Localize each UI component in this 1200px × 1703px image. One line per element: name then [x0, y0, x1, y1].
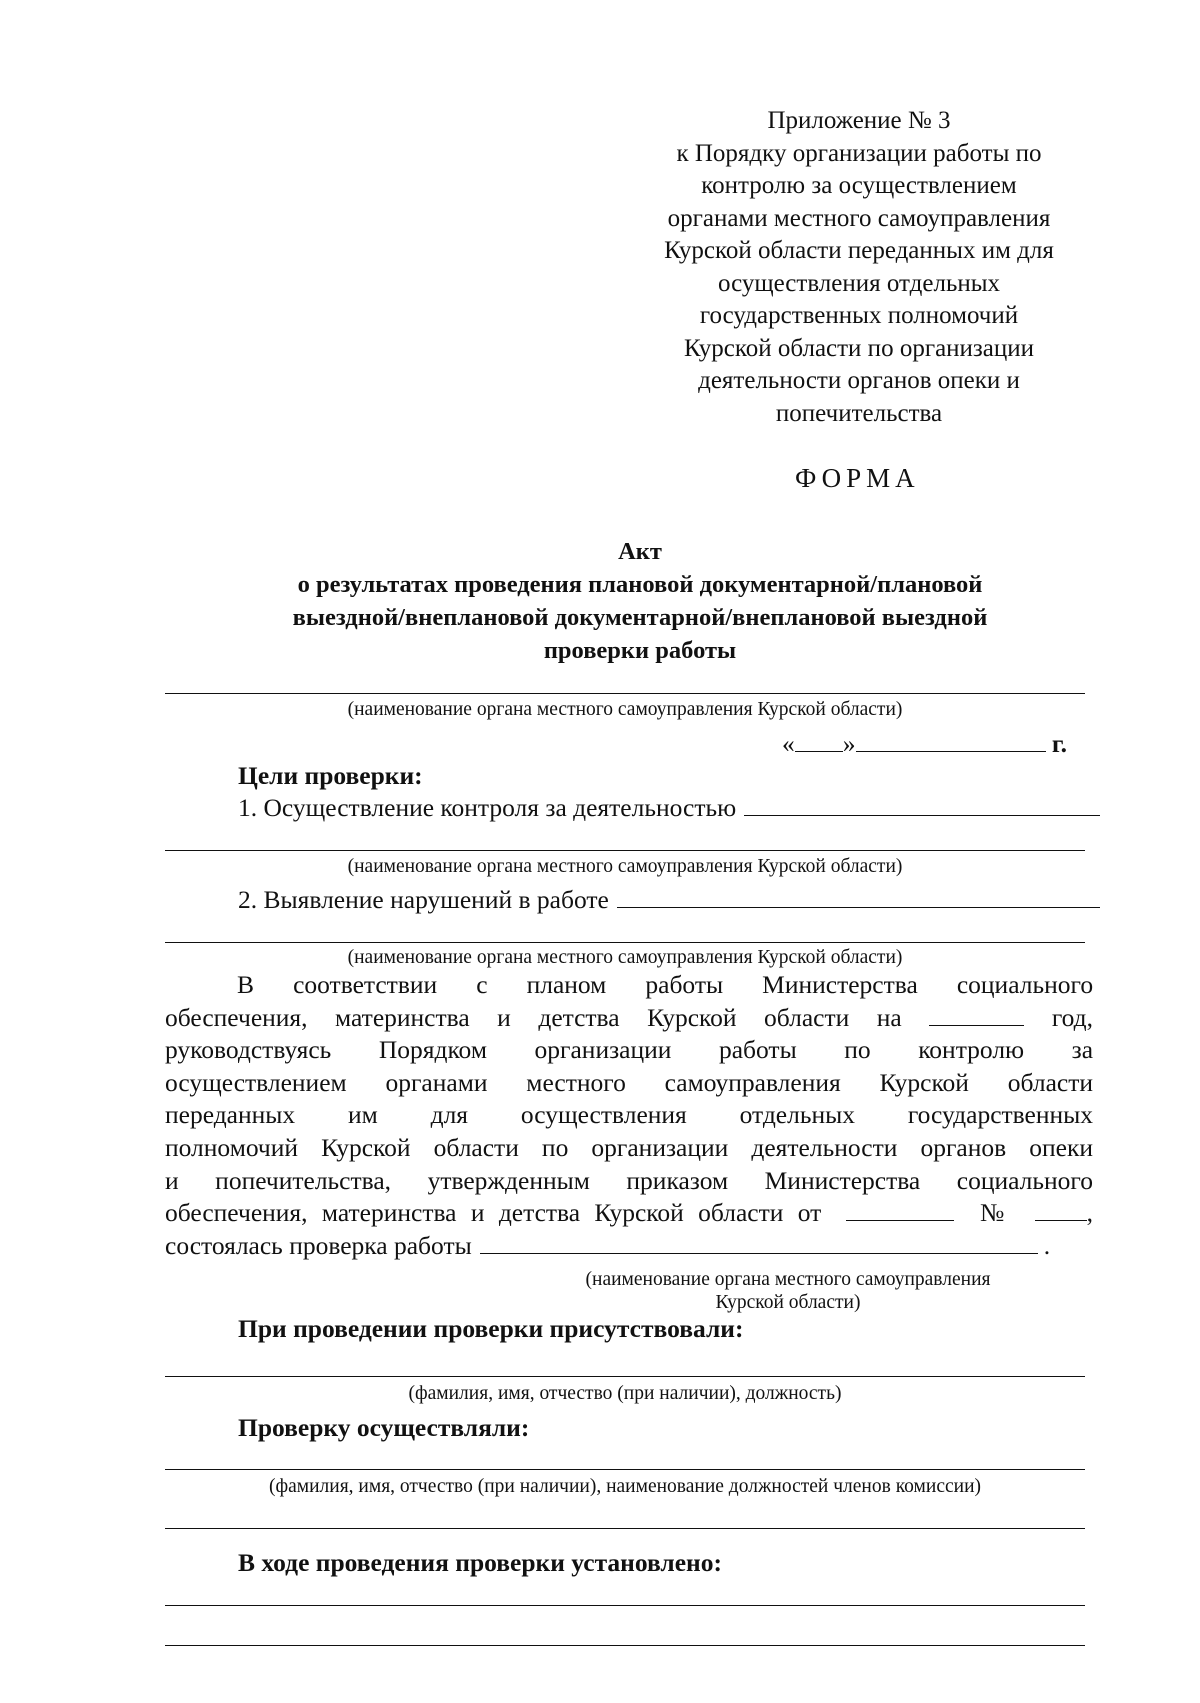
goal-2	[238, 884, 1100, 916]
findings-line-1	[165, 1605, 1085, 1606]
word: с	[476, 970, 488, 999]
present-line	[165, 1376, 1085, 1377]
inspectors-heading: Проверку осуществляли:	[238, 1413, 530, 1442]
word: работы	[645, 970, 724, 999]
goal-1	[238, 792, 1100, 824]
goal-2-text: 2. Выявление нарушений в работе	[238, 885, 609, 914]
appendix-line: Приложение № 3	[767, 107, 951, 134]
word: организации	[534, 1035, 672, 1065]
order-number-blank	[1035, 1198, 1087, 1221]
act-title-line: выездной/внеплановой документарной/внеплановой выездной	[292, 604, 988, 631]
inspected-org-caption	[528, 1268, 1048, 1314]
appendix-line: Курской области по организации	[683, 334, 1035, 362]
inspectors-line	[165, 1469, 1085, 1470]
goal-1-blank	[744, 793, 1100, 816]
paragraph-text: №	[979, 1198, 1013, 1228]
paragraph-line: и попечительства, утвержденным приказом Министерства социального	[165, 1165, 1093, 1195]
goals-heading: Цели проверки:	[238, 761, 423, 790]
date-day-blank	[795, 729, 843, 752]
word: для	[430, 1100, 469, 1130]
order-date-blank	[846, 1198, 954, 1221]
paragraph-text: обеспечения, материнства и детства Курской области от	[165, 1198, 822, 1228]
paragraph-line: полномочий Курской области по организации деятельности органов опеки	[165, 1132, 1093, 1162]
word: за	[1071, 1035, 1094, 1065]
word: Порядком	[378, 1035, 487, 1065]
word: по	[844, 1035, 871, 1065]
present-caption: (фамилия, имя, отчество (при наличии), должность)	[408, 1383, 842, 1404]
word: работы	[718, 1035, 797, 1065]
paragraph-line	[165, 1002, 1093, 1035]
paragraph-text: состоялась проверка работы	[165, 1230, 472, 1260]
word: осуществления	[520, 1100, 687, 1130]
paragraph-text: год,	[1051, 1002, 1094, 1032]
act-title	[190, 535, 1090, 667]
appendix-line: контролю за осуществлением	[701, 172, 1017, 199]
year-blank	[929, 1003, 1024, 1026]
goal-1-text: 1. Осуществление контроля за деятельностью	[238, 793, 737, 822]
goal-1-org-line	[165, 850, 1085, 851]
inspectors-caption: (фамилия, имя, отчество (при наличии), наименование должностей членов комиссии)	[268, 1476, 982, 1497]
word: соответствии	[293, 970, 438, 999]
appendix-line: к Порядку организации работы по	[676, 139, 1042, 167]
act-title-line: о результатах проведения плановой документарной/плановой	[297, 571, 983, 598]
org-name-caption: (наименование органа местного самоуправления Курской области)	[347, 699, 903, 720]
inspectors-line-2	[165, 1528, 1085, 1529]
date-line	[782, 728, 1100, 760]
paragraph-line: осуществлением органами местного самоуправления Курской области	[165, 1067, 1093, 1097]
act-title-line: Акт	[618, 538, 662, 565]
goal-2-blank	[617, 885, 1100, 908]
word: планом	[526, 970, 607, 999]
caption-line: Курской области)	[715, 1292, 861, 1313]
paragraph-line	[165, 1034, 1093, 1067]
word: социального	[956, 970, 1094, 999]
word: руководствуясь	[165, 1035, 332, 1065]
word: отдельных	[739, 1100, 855, 1130]
word: Министерства	[762, 970, 918, 999]
paragraph-line	[165, 1099, 1093, 1132]
paragraph-text: обеспечения, материнства и детства Курской области на	[165, 1002, 902, 1032]
org-name-line	[165, 693, 1085, 694]
caption-line: (наименование органа местного самоуправления	[585, 1269, 991, 1290]
appendix-line: деятельности органов опеки и	[698, 367, 1020, 394]
findings-line-2	[165, 1645, 1085, 1646]
date-month-blank	[856, 729, 1046, 752]
main-paragraph	[165, 969, 1093, 1262]
paragraph-line	[165, 1230, 1093, 1263]
date-year-suffix: г.	[1051, 729, 1067, 758]
appendix-header	[620, 105, 1098, 430]
inspected-org-blank	[480, 1231, 1038, 1254]
appendix-line: государственных полномочий	[699, 302, 1019, 329]
word: им	[347, 1100, 378, 1130]
appendix-line: Курской области переданных им для	[664, 237, 1054, 264]
word: переданных	[165, 1100, 296, 1130]
goal-2-org-line	[165, 942, 1085, 943]
paragraph-line	[165, 969, 1093, 1002]
word: В	[237, 970, 255, 999]
findings-heading: В ходе проведения проверки установлено:	[238, 1548, 722, 1577]
paragraph-text: .	[1043, 1230, 1051, 1260]
appendix-line: органами местного самоуправления	[667, 204, 1051, 232]
date-open-quote: «	[782, 729, 795, 758]
goal-1-org-caption: (наименование органа местного самоуправления Курской области)	[347, 856, 903, 877]
form-label: ФОРМА	[795, 463, 920, 493]
appendix-line: попечительства	[775, 399, 943, 427]
appendix-line: осуществления отдельных	[717, 269, 1001, 297]
paragraph-line	[165, 1197, 1093, 1230]
present-heading: При проведении проверки присутствовали:	[238, 1314, 744, 1343]
act-title-line: проверки работы	[543, 637, 737, 664]
paragraph-text: ,	[1086, 1198, 1093, 1228]
word: контролю	[918, 1035, 1025, 1065]
goal-2-org-caption: (наименование органа местного самоуправления Курской области)	[347, 947, 903, 968]
date-close-quote: »	[842, 729, 856, 758]
word: государственных	[907, 1100, 1094, 1130]
